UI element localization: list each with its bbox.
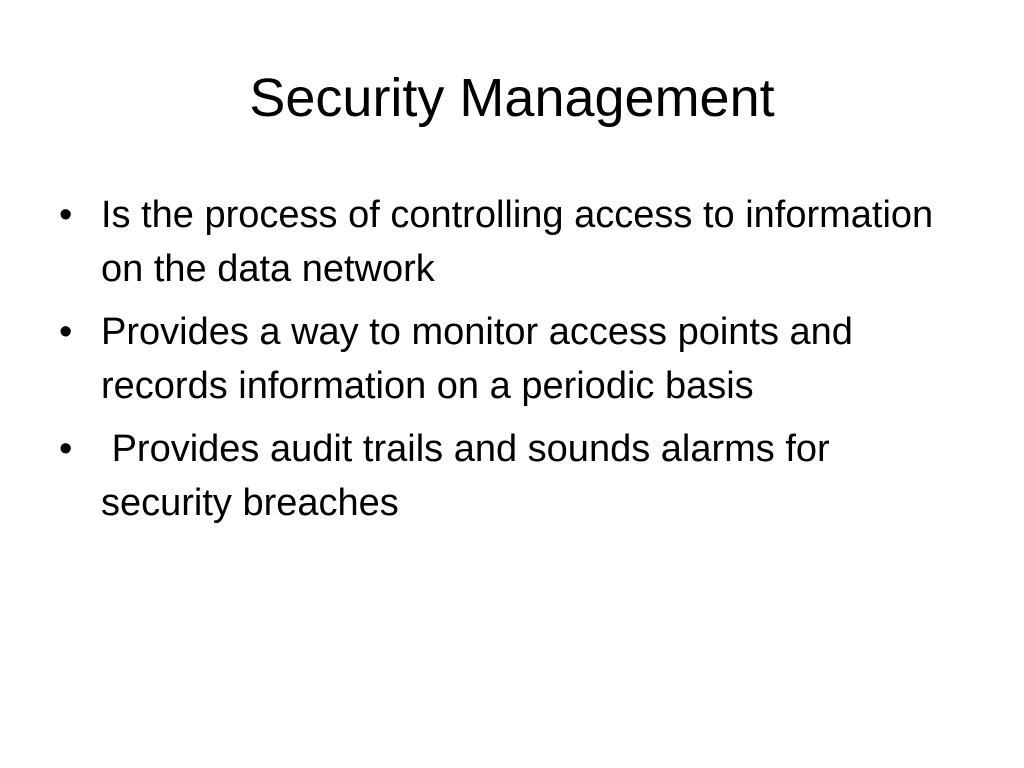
bullet-text: Is the process of controlling access to information on the data network	[101, 194, 944, 290]
list-item	[56, 422, 936, 530]
bullet-dot-icon: •	[59, 311, 73, 353]
bullet-dot-icon: •	[59, 428, 73, 470]
bullet-dot-icon: •	[59, 194, 73, 236]
bullet-list	[56, 188, 944, 539]
bullet-text: Provides a way to monitor access points and records information on a periodic basis	[101, 311, 864, 407]
list-item	[56, 305, 936, 413]
list-item	[56, 188, 944, 296]
bullet-text: Provides audit trails and sounds alarms for security breaches	[101, 428, 841, 524]
slide-title: Security Management	[249, 68, 775, 128]
